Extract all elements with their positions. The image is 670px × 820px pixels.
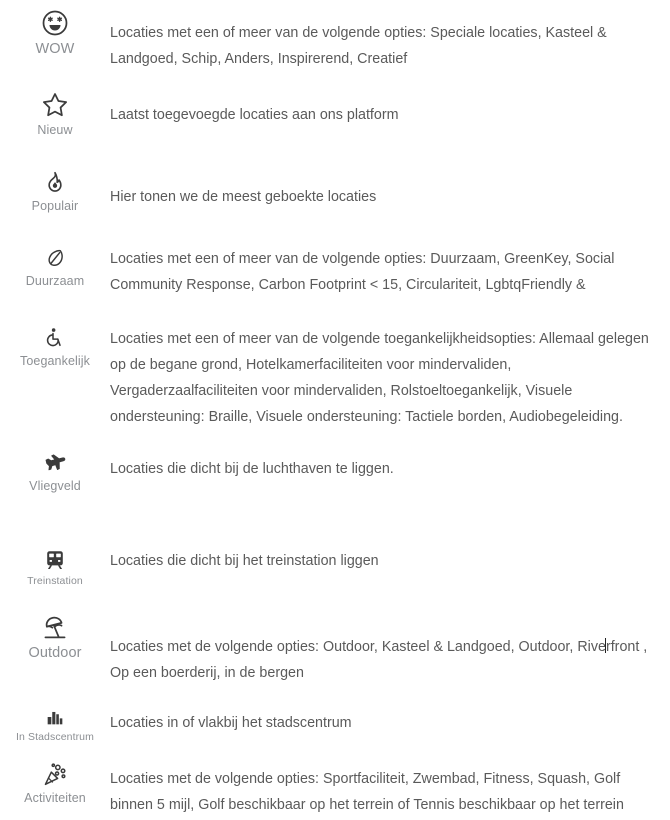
party-popper-icon [42, 762, 68, 788]
category-description-outdoor [110, 634, 652, 686]
category-row-populair[interactable] [0, 170, 670, 213]
train-icon [43, 548, 67, 572]
category-label-wow: WOW [35, 41, 75, 57]
category-row-treinstation[interactable] [0, 548, 670, 587]
category-row-duurzaam[interactable] [0, 246, 670, 298]
leaf-icon [43, 246, 68, 271]
category-description-wow: Locaties met een of meer van de volgende opties: Speciale locaties, Kasteel & Landgoed, Schip, Anders, Inspirerend, Creatief [110, 25, 607, 67]
city-buildings-icon [44, 706, 66, 728]
category-icon-column [0, 450, 110, 493]
airplane-icon [42, 450, 68, 476]
category-icon-column [0, 170, 110, 213]
category-label-in-stadscentrum: In Stadscentrum [16, 731, 94, 743]
category-description-column [110, 90, 670, 128]
category-label-activiteiten: Activiteiten [24, 791, 86, 805]
star-icon [40, 90, 70, 120]
outdoor-description-after-caret: rfront , Op een boerderij, in de bergen [110, 639, 648, 681]
category-description-in-stadscentrum: Locaties in of vlakbij het stadscentrum [110, 715, 352, 731]
category-description-column [110, 450, 670, 482]
category-label-outdoor: Outdoor [28, 645, 82, 661]
category-label-duurzaam: Duurzaam [25, 274, 85, 288]
category-row-toegankelijk[interactable] [0, 326, 670, 430]
category-icon-column [0, 246, 110, 288]
category-icon-column [0, 90, 110, 137]
outdoor-description-before-caret: Locaties met de volgende opties: Outdoor, Kasteel & Landgoed, Outdoor, Rive [110, 639, 606, 655]
category-row-nieuw[interactable] [0, 90, 670, 137]
category-label-treinstation: Treinstation [27, 575, 83, 587]
category-description-populair: Hier tonen we de meest geboekte locaties [110, 189, 377, 205]
category-row-in-stadscentrum[interactable] [0, 706, 670, 743]
category-label-nieuw: Nieuw [37, 123, 73, 137]
category-description-column [110, 706, 670, 736]
category-description-column [110, 170, 670, 210]
category-description-activiteiten: Locaties met de volgende opties: Sportfaciliteit, Zwembad, Fitness, Squash, Golf binnen 5 mijl, Golf beschikbaar op het terrein of Tennis beschikbaar op het terrein [110, 771, 624, 813]
category-icon-column [0, 762, 110, 805]
category-description-nieuw: Laatst toegevoegde locaties aan ons platform [110, 107, 399, 123]
category-icon-column [0, 548, 110, 587]
category-description-column [110, 246, 670, 298]
category-row-outdoor[interactable] [0, 614, 670, 686]
category-description-duurzaam: Locaties met een of meer van de volgende opties: Duurzaam, GreenKey, Social Community Response, Carbon Footprint < 15, Circulariteit, LgbtqFriendly & [110, 251, 615, 293]
category-description-column [110, 326, 670, 430]
category-label-toegankelijk: Toegankelijk [20, 354, 90, 368]
category-label-vliegveld: Vliegveld [29, 479, 81, 493]
category-icon-column [0, 8, 110, 57]
category-description-column [110, 8, 670, 72]
category-icon-column [0, 706, 110, 743]
category-row-vliegveld[interactable] [0, 450, 670, 493]
category-icon-column [0, 614, 110, 661]
category-description-column [110, 614, 670, 686]
category-description-toegankelijk: Locaties met een of meer van de volgende toegankelijkheidsopties: Allemaal gelegen op de begane grond, Hotelkamerfaciliteiten voor mindervaliden, Vergaderzaalfaciliteiten voor mindervaliden, Rolstoeltoegankelijk, Visuele ondersteuning: Braille, Visuele ondersteuning: Tactiele borden, Audiobegeleiding. [110, 331, 649, 425]
category-description-treinstation: Locaties die dicht bij het treinstation liggen [110, 553, 379, 569]
category-label-populair: Populair [31, 199, 79, 213]
category-icon-column [0, 326, 110, 368]
category-row-activiteiten[interactable] [0, 762, 670, 818]
category-row-wow[interactable] [0, 8, 670, 72]
category-description-column [110, 548, 670, 574]
category-description-vliegveld: Locaties die dicht bij de luchthaven te liggen. [110, 461, 394, 477]
wow-smiley-icon [40, 8, 70, 38]
wheelchair-accessibility-icon [43, 326, 68, 351]
beach-umbrella-icon [41, 614, 69, 642]
category-description-column [110, 762, 670, 818]
flame-icon [42, 170, 68, 196]
